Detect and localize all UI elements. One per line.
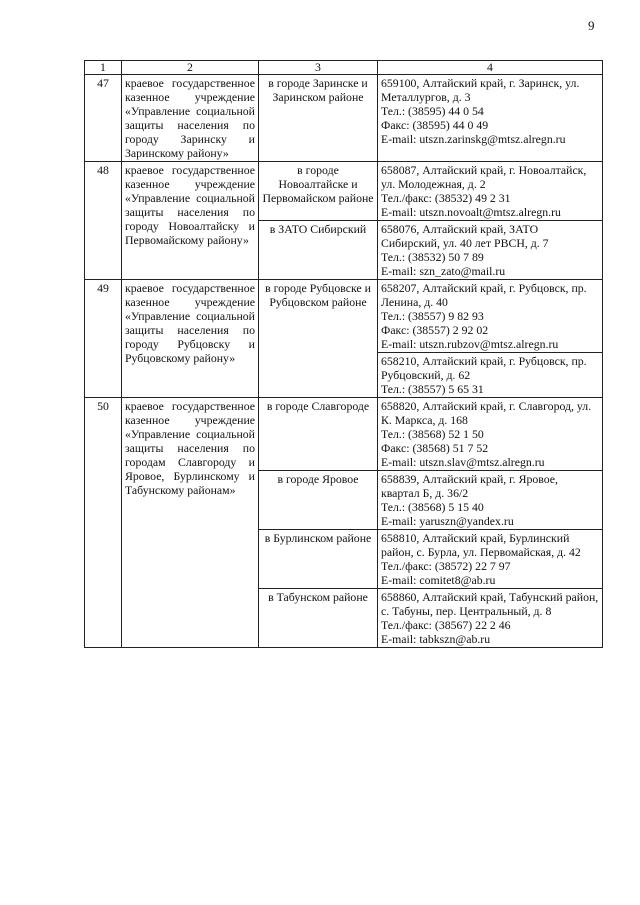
table-row [85,398,603,471]
email-line: E-mail: tabkszn@ab.ru [381,632,491,646]
contact-line: 659100, Алтайский край, г. Заринск, ул. Металлургов, д. 3 [381,76,580,104]
email-line: E-mail: utszn.novoalt@mtsz.alregn.ru [381,205,561,219]
institution-name: краевое государственное казенное учреждение «Управление социальной защиты населения по городу Новоалтайску и Первомайскому району» [122,162,259,280]
district-name: в городе Новоалтайске и Первомайском районе [259,162,378,221]
contact-details [378,589,603,648]
institution-name: краевое государственное казенное учреждение «Управление социальной защиты населения по городам Славгороду и Яровое, Бурлинскому и Табунскому районам» [122,398,259,648]
row-number: 50 [85,398,122,648]
column-header: 1 [85,61,122,75]
contact-line: 658820, Алтайский край, г. Славгород, ул. К. Маркса, д. 168 [381,399,592,427]
column-header: 3 [259,61,378,75]
contact-details [378,398,603,471]
contact-details [378,221,603,280]
contact-details [378,471,603,530]
row-number: 48 [85,162,122,280]
contact-line: Факс: (38557) 2 92 02 [381,323,489,337]
contact-line: Тел./факс: (38572) 22 7 97 [381,559,511,573]
email-line: E-mail: utszn.slav@mtsz.alregn.ru [381,455,545,469]
contact-line: Тел.: (38557) 5 65 31 [381,382,484,396]
institution-name: краевое государственное казенное учреждение «Управление социальной защиты населения по городу Рубцовску и Рубцовскому району» [122,280,259,398]
institution-name: краевое государственное казенное учреждение «Управление социальной защиты населения по городу Заринску и Заринскому району» [122,75,259,162]
district-name: в городе Славгороде [259,398,378,471]
contact-line: Тел.: (38532) 50 7 89 [381,250,484,264]
district-name: в городе Заринске и Заринском районе [259,75,378,162]
contact-line: 658810, Алтайский край, Бурлинский район, с. Бурла, ул. Первомайская, д. 42 [381,531,581,559]
contact-line: Тел.: (38568) 52 1 50 [381,427,484,441]
email-line: E-mail: szn_zato@mail.ru [381,264,506,278]
table-row [85,280,603,353]
contact-line: Тел./факс: (38532) 49 2 31 [381,191,511,205]
column-header: 2 [122,61,259,75]
district-name: в ЗАТО Сибирский [259,221,378,280]
contact-line: Тел.: (38595) 44 0 54 [381,104,484,118]
contact-line: 658210, Алтайский край, г. Рубцовск, пр. Рубцовский, д. 62 [381,354,587,382]
contact-line: Тел.: (38557) 9 82 93 [381,309,484,323]
district-name: в городе Яровое [259,471,378,530]
table-row [85,162,603,221]
header-row [85,61,603,75]
email-line: E-mail: comitet8@ab.ru [381,573,496,587]
email-line: E-mail: utszn.zarinskg@mtsz.alregn.ru [381,132,566,146]
contact-details [378,280,603,353]
contact-line: Тел.: (38568) 5 15 40 [381,500,484,514]
contact-line: 658839, Алтайский край, г. Яровое, квартал Б, д. 36/2 [381,472,558,500]
column-header: 4 [378,61,603,75]
district-name: в Бурлинском районе [259,530,378,589]
contact-line: Факс: (38595) 44 0 49 [381,118,489,132]
registry-table [84,60,603,648]
contact-details [378,162,603,221]
contact-details [378,353,603,398]
contact-details [378,530,603,589]
table-row [85,75,603,162]
contact-details [378,75,603,162]
page-number: 9 [588,18,595,33]
contact-line: 658860, Алтайский край, Табунский район, с. Табуны, пер. Центральный, д. 8 [381,590,599,618]
email-line: E-mail: utszn.rubzov@mtsz.alregn.ru [381,337,559,351]
email-line: E-mail: yaruszn@yandex.ru [381,514,514,528]
contact-line: 658207, Алтайский край, г. Рубцовск, пр. Ленина, д. 40 [381,281,587,309]
contact-line: 658087, Алтайский край, г. Новоалтайск, ул. Молодежная, д. 2 [381,163,587,191]
district-name: в Табунском районе [259,589,378,648]
contact-line: Тел./факс: (38567) 22 2 46 [381,618,511,632]
contact-line: Факс: (38568) 51 7 52 [381,441,489,455]
row-number: 49 [85,280,122,398]
contact-line: 658076, Алтайский край, ЗАТО Сибирский, ул. 40 лет РВСН, д. 7 [381,222,549,250]
row-number: 47 [85,75,122,162]
district-name: в городе Рубцовске и Рубцовском районе [259,280,378,398]
